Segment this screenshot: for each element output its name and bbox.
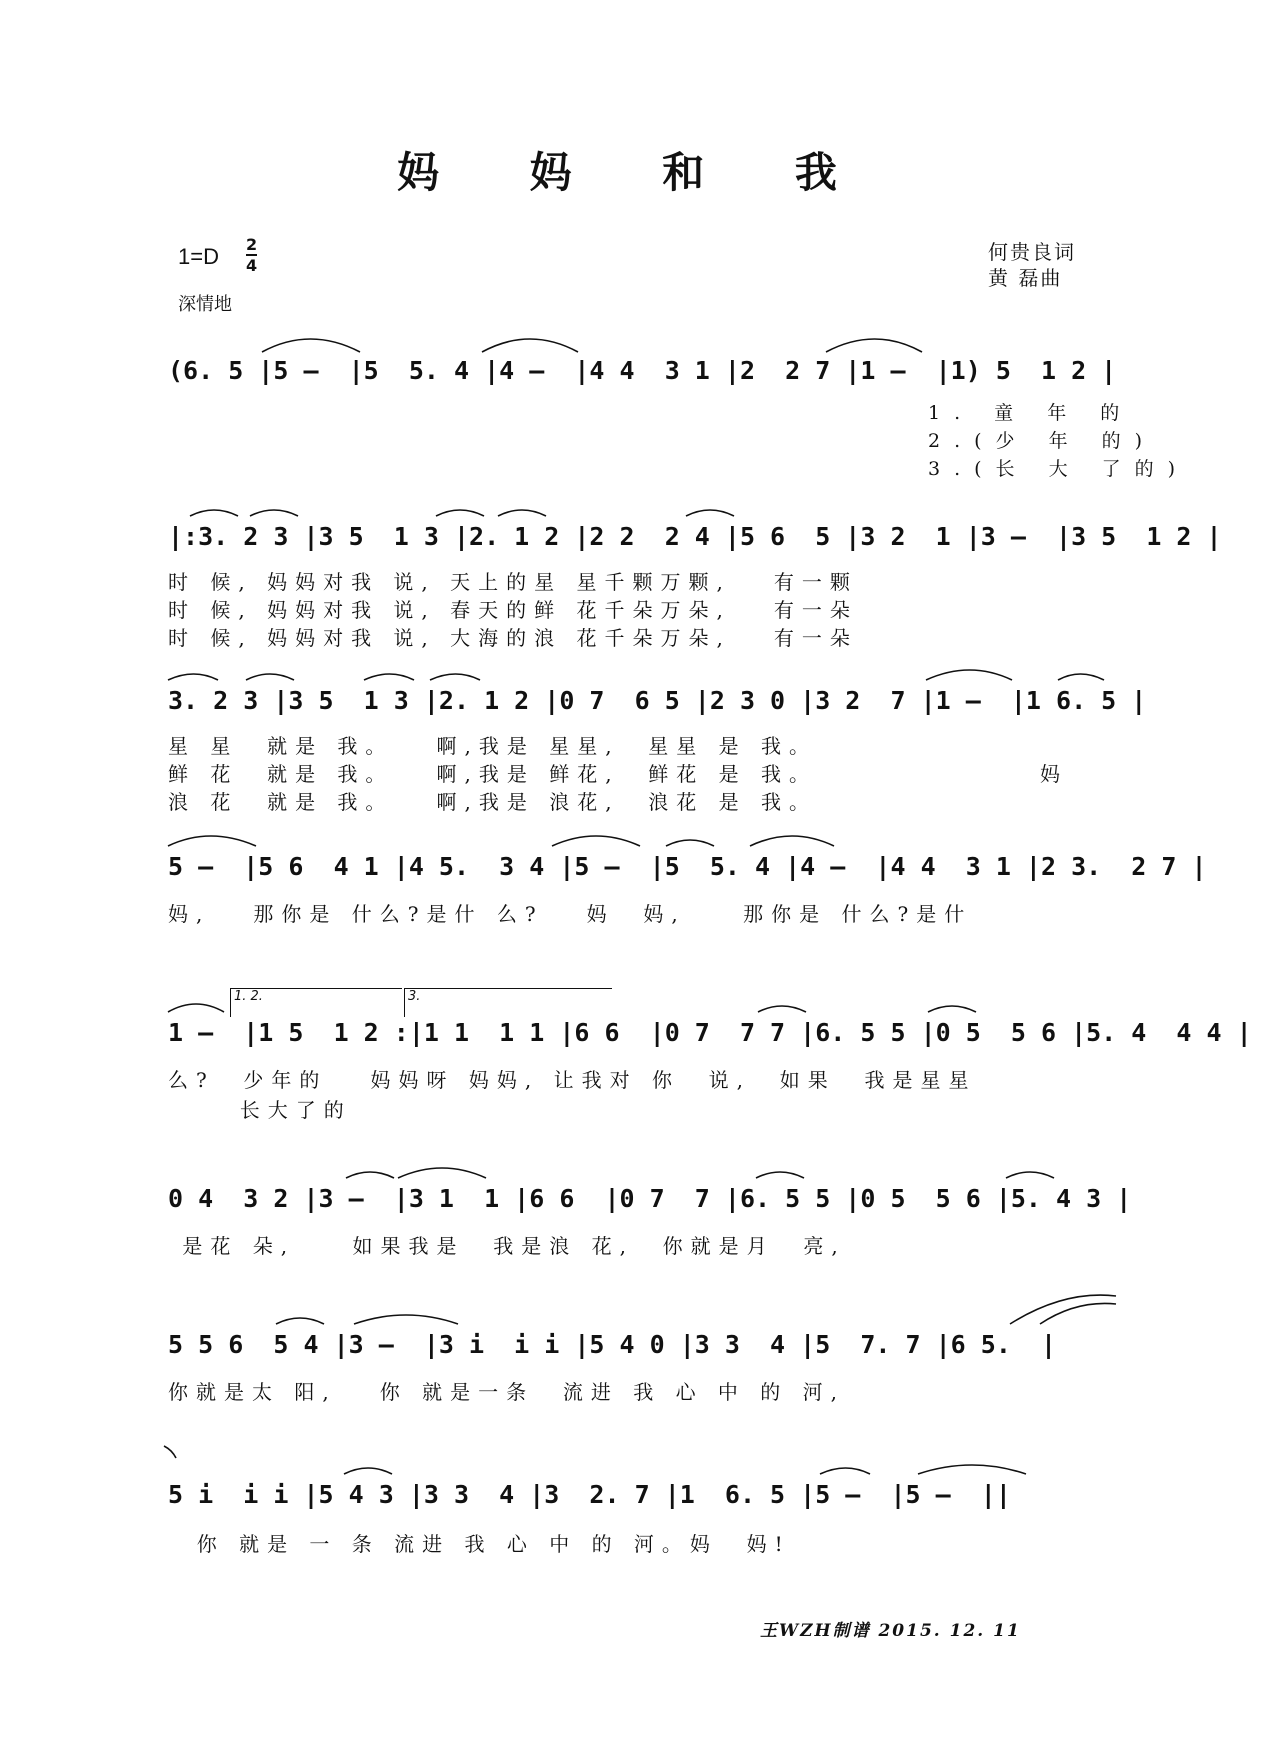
notation-row-3: 3. 2 3 |3 5 1 3 |2. 1 2 |0 7 6 5 |2 3 0 |3 2 7 |1 – |1 6. 5 | bbox=[168, 686, 1147, 715]
slur bbox=[346, 1172, 394, 1178]
slur bbox=[168, 674, 218, 680]
slur bbox=[1058, 674, 1104, 680]
tempo-marking: 深情地 bbox=[178, 294, 232, 315]
lyric-row-3-verse-1: 星 星 就是 我。 啊,我是 星星, 星星 是 我。 bbox=[168, 734, 818, 758]
key-signature: 1=D bbox=[178, 244, 219, 269]
slur bbox=[276, 1318, 324, 1324]
slur bbox=[482, 339, 578, 352]
lyric-row-7: 你就是太 阳, 你 就是一条 流进 我 心 中 的 河, bbox=[168, 1380, 846, 1404]
transcriber-signature: 王WZH制谱 2015. 12. 11 bbox=[760, 1621, 1021, 1641]
notation-row-6: 0 4 3 2 |3 – |3 1 1 |6 6 |0 7 7 |6. 5 5 |0 5 5 6 |5. 4 3 | bbox=[168, 1184, 1132, 1213]
verse-label-3: 3.(长 大 了的) bbox=[928, 458, 1190, 480]
slur bbox=[1010, 1295, 1116, 1324]
slur bbox=[498, 510, 546, 516]
time-sig-bottom: 4 bbox=[246, 256, 258, 275]
lyric-row-6: 是花 朵, 如果我是 我是浪 花, 你就是月 亮, bbox=[168, 1234, 846, 1258]
slur bbox=[430, 674, 480, 680]
slur bbox=[552, 836, 640, 846]
slur bbox=[436, 510, 484, 516]
volta-label-1: 1. 2. bbox=[234, 989, 263, 1004]
lyric-row-3-verse-2: 鲜 花 就是 我。 啊,我是 鲜花, 鲜花 是 我。 bbox=[168, 762, 818, 786]
verse-label-2: 2.(少 年 的) bbox=[928, 430, 1157, 452]
slur bbox=[666, 840, 714, 846]
slur bbox=[354, 1315, 458, 1324]
lyric-row-3-verse-3: 浪 花 就是 我。 啊,我是 浪花, 浪花 是 我。 bbox=[168, 790, 818, 814]
slur bbox=[246, 674, 294, 680]
slur bbox=[918, 1465, 1026, 1474]
slur bbox=[756, 1172, 804, 1178]
notation-row-2: |:3. 2 3 |3 5 1 3 |2. 1 2 |2 2 2 4 |5 6 5 |3 2 1 |3 – |3 5 1 2 | bbox=[168, 522, 1222, 551]
volta-label-2: 3. bbox=[408, 989, 421, 1004]
lyric-row-4: 妈, 那你是 什么?是什 么? 妈 妈, 那你是 什么?是什 bbox=[168, 902, 973, 926]
composer-credit: 黄 磊曲 bbox=[988, 266, 1063, 290]
slur bbox=[926, 670, 1012, 680]
slur bbox=[344, 1468, 392, 1474]
notation-row-1: (6. 5 |5 – |5 5. 4 |4 – |4 4 3 1 |2 2 7 |1 – |1) 5 1 2 | bbox=[168, 356, 1117, 385]
notation-row-7: 5 5 6 5 4 |3 – |3 i i i |5 4 0 |3 3 4 |5 7. 7 |6 5. | bbox=[168, 1330, 1057, 1359]
lyricist-credit: 何贵良词 bbox=[988, 240, 1076, 264]
slur bbox=[1040, 1303, 1116, 1324]
time-sig-top: 2 bbox=[246, 235, 258, 254]
notation-row-5: 1 – |1 5 1 2 :|1 1 1 1 |6 6 |0 7 7 7 |6. 5 5 |0 5 5 6 |5. 4 4 4 | bbox=[168, 1018, 1252, 1047]
song-title: 妈 妈 和 我 bbox=[397, 148, 875, 197]
slur bbox=[168, 836, 256, 846]
slur bbox=[168, 1004, 224, 1012]
slur bbox=[928, 1006, 976, 1012]
slur bbox=[750, 836, 834, 846]
side-lyric: 妈 bbox=[1040, 762, 1060, 786]
verse-label-1: 1. 童 年 的 bbox=[928, 402, 1134, 424]
slur bbox=[820, 1468, 870, 1474]
notation-row-4: 5 – |5 6 4 1 |4 5. 3 4 |5 – |5 5. 4 |4 – |4 4 3 1 |2 3. 2 7 | bbox=[168, 852, 1207, 881]
slur bbox=[364, 674, 414, 680]
slur bbox=[250, 510, 298, 516]
slur bbox=[262, 339, 360, 352]
slur bbox=[164, 1446, 176, 1458]
notation-row-8: 5 i i i |5 4 3 |3 3 4 |3 2. 7 |1 6. 5 |5 – |5 – || bbox=[168, 1480, 1011, 1509]
lyric-row-5-line-1: 么? 少年的 妈妈呀 妈妈, 让我对 你 说, 如果 我是星星 bbox=[168, 1068, 977, 1092]
lyric-row-2-verse-2: 时 候, 妈妈对我 说, 春天的鲜 花千朵万朵, 有一朵 bbox=[168, 598, 858, 622]
slur bbox=[686, 510, 734, 516]
lyric-row-5-line-2: 长大了的 bbox=[168, 1098, 352, 1122]
slur bbox=[190, 510, 238, 516]
slur bbox=[758, 1006, 806, 1012]
slur bbox=[826, 339, 922, 352]
slur bbox=[1006, 1172, 1054, 1178]
lyric-row-2-verse-1: 时 候, 妈妈对我 说, 天上的星 星千颗万颗, 有一颗 bbox=[168, 570, 858, 594]
slur bbox=[398, 1168, 486, 1178]
lyric-row-8: 你 就是 一 条 流进 我 心 中 的 河。妈 妈! bbox=[168, 1532, 791, 1556]
lyric-row-2-verse-3: 时 候, 妈妈对我 说, 大海的浪 花千朵万朵, 有一朵 bbox=[168, 626, 858, 650]
